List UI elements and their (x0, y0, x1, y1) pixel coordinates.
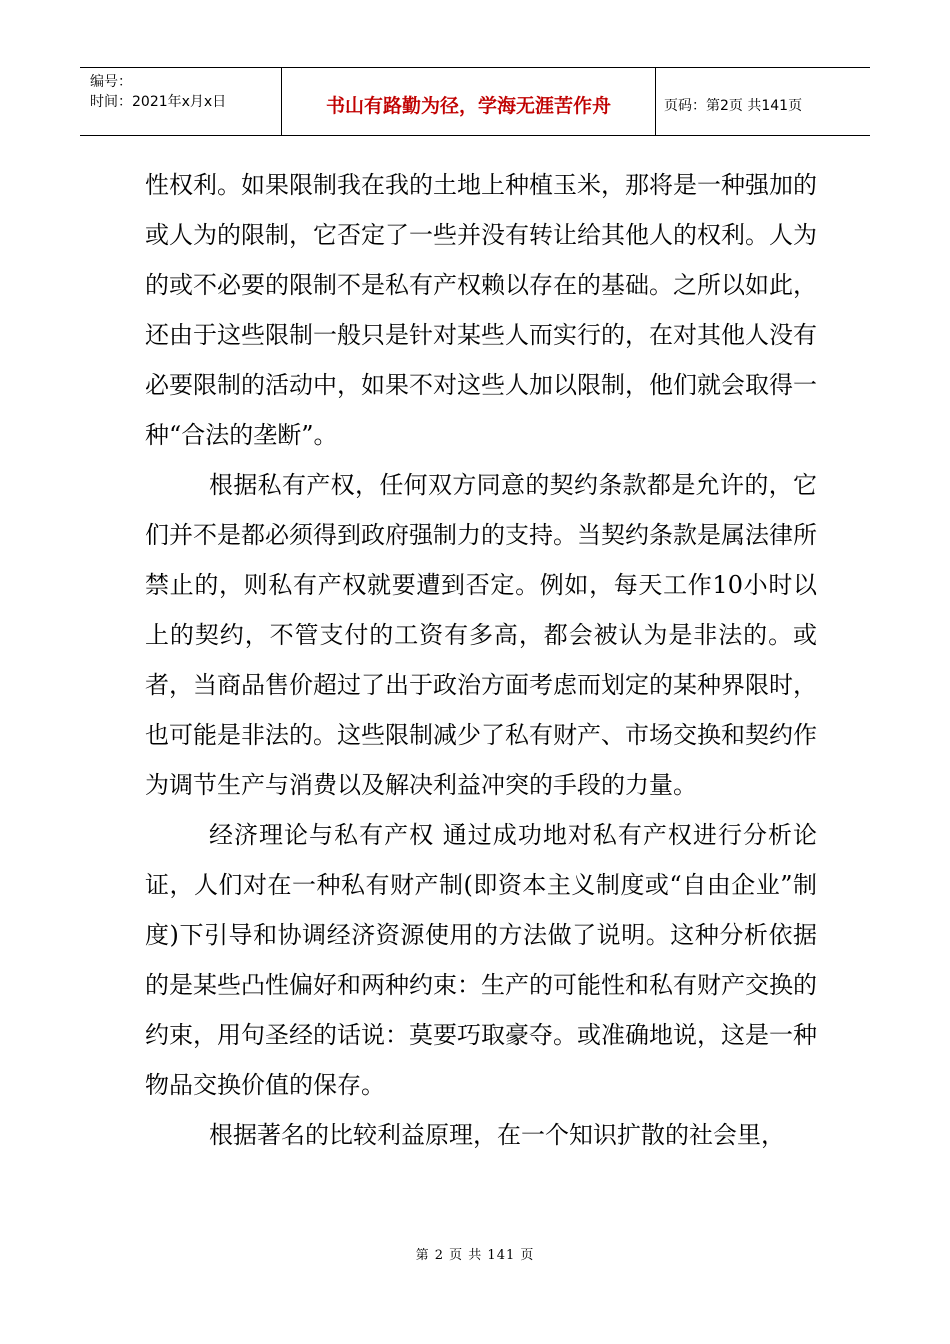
paragraph-3: 经济理论与私有产权 通过成功地对私有产权进行分析论证，人们对在一种私有财产制(即资本主义制度或“自由企业”制度)下引导和协调经济资源使用的方法做了说明。这种分析依据的是某些凸性偏好和两种约束：生产的可能性和私有财产交换的约束，用句圣经的话说：莫要巧取豪夺。或准确地说，这是一种物品交换价值的保存。 (145, 821, 817, 1099)
paragraph-1: 性权利。如果限制我在我的土地上种植玉米，那将是一种强加的或人为的限制，它否定了一些并没有转让给其他人的权利。人为的或不必要的限制不是私有产权赖以存在的基础。之所以如此，还由于这些限制一般只是针对某些人而实行的，在对其他人没有必要限制的活动中，如果不对这些人加以限制，他们就会取得一种“合法的垄断”。 (145, 171, 817, 449)
document-header (80, 67, 870, 136)
header-motto: 书山有路勤为径，学海无涯苦作舟 (282, 68, 656, 135)
document-number-label: 编号： (90, 74, 132, 90)
header-meta (80, 68, 282, 135)
header-page-info: 页码：第2页 共141页 (664, 97, 803, 114)
document-time-label: 时间：2021年x月x日 (90, 94, 227, 110)
page-footer: 第 2 页 共 141 页 (415, 1248, 535, 1263)
paragraph-2: 根据私有产权，任何双方同意的契约条款都是允许的，它们并不是都必须得到政府强制力的支持。当契约条款是属法律所禁止的，则私有产权就要遭到否定。例如，每天工作10小时以上的契约，不管支付的工资有多高，都会被认为是非法的。或者，当商品售价超过了出于政治方面考虑而划定的某种界限时，也可能是非法的。这些限制减少了私有财产、市场交换和契约作为调节生产与消费以及解决利益冲突的手段的力量。 (145, 471, 817, 799)
document-body (145, 160, 817, 1160)
paragraph-4: 根据著名的比较利益原理，在一个知识扩散的社会里， (209, 1121, 785, 1149)
